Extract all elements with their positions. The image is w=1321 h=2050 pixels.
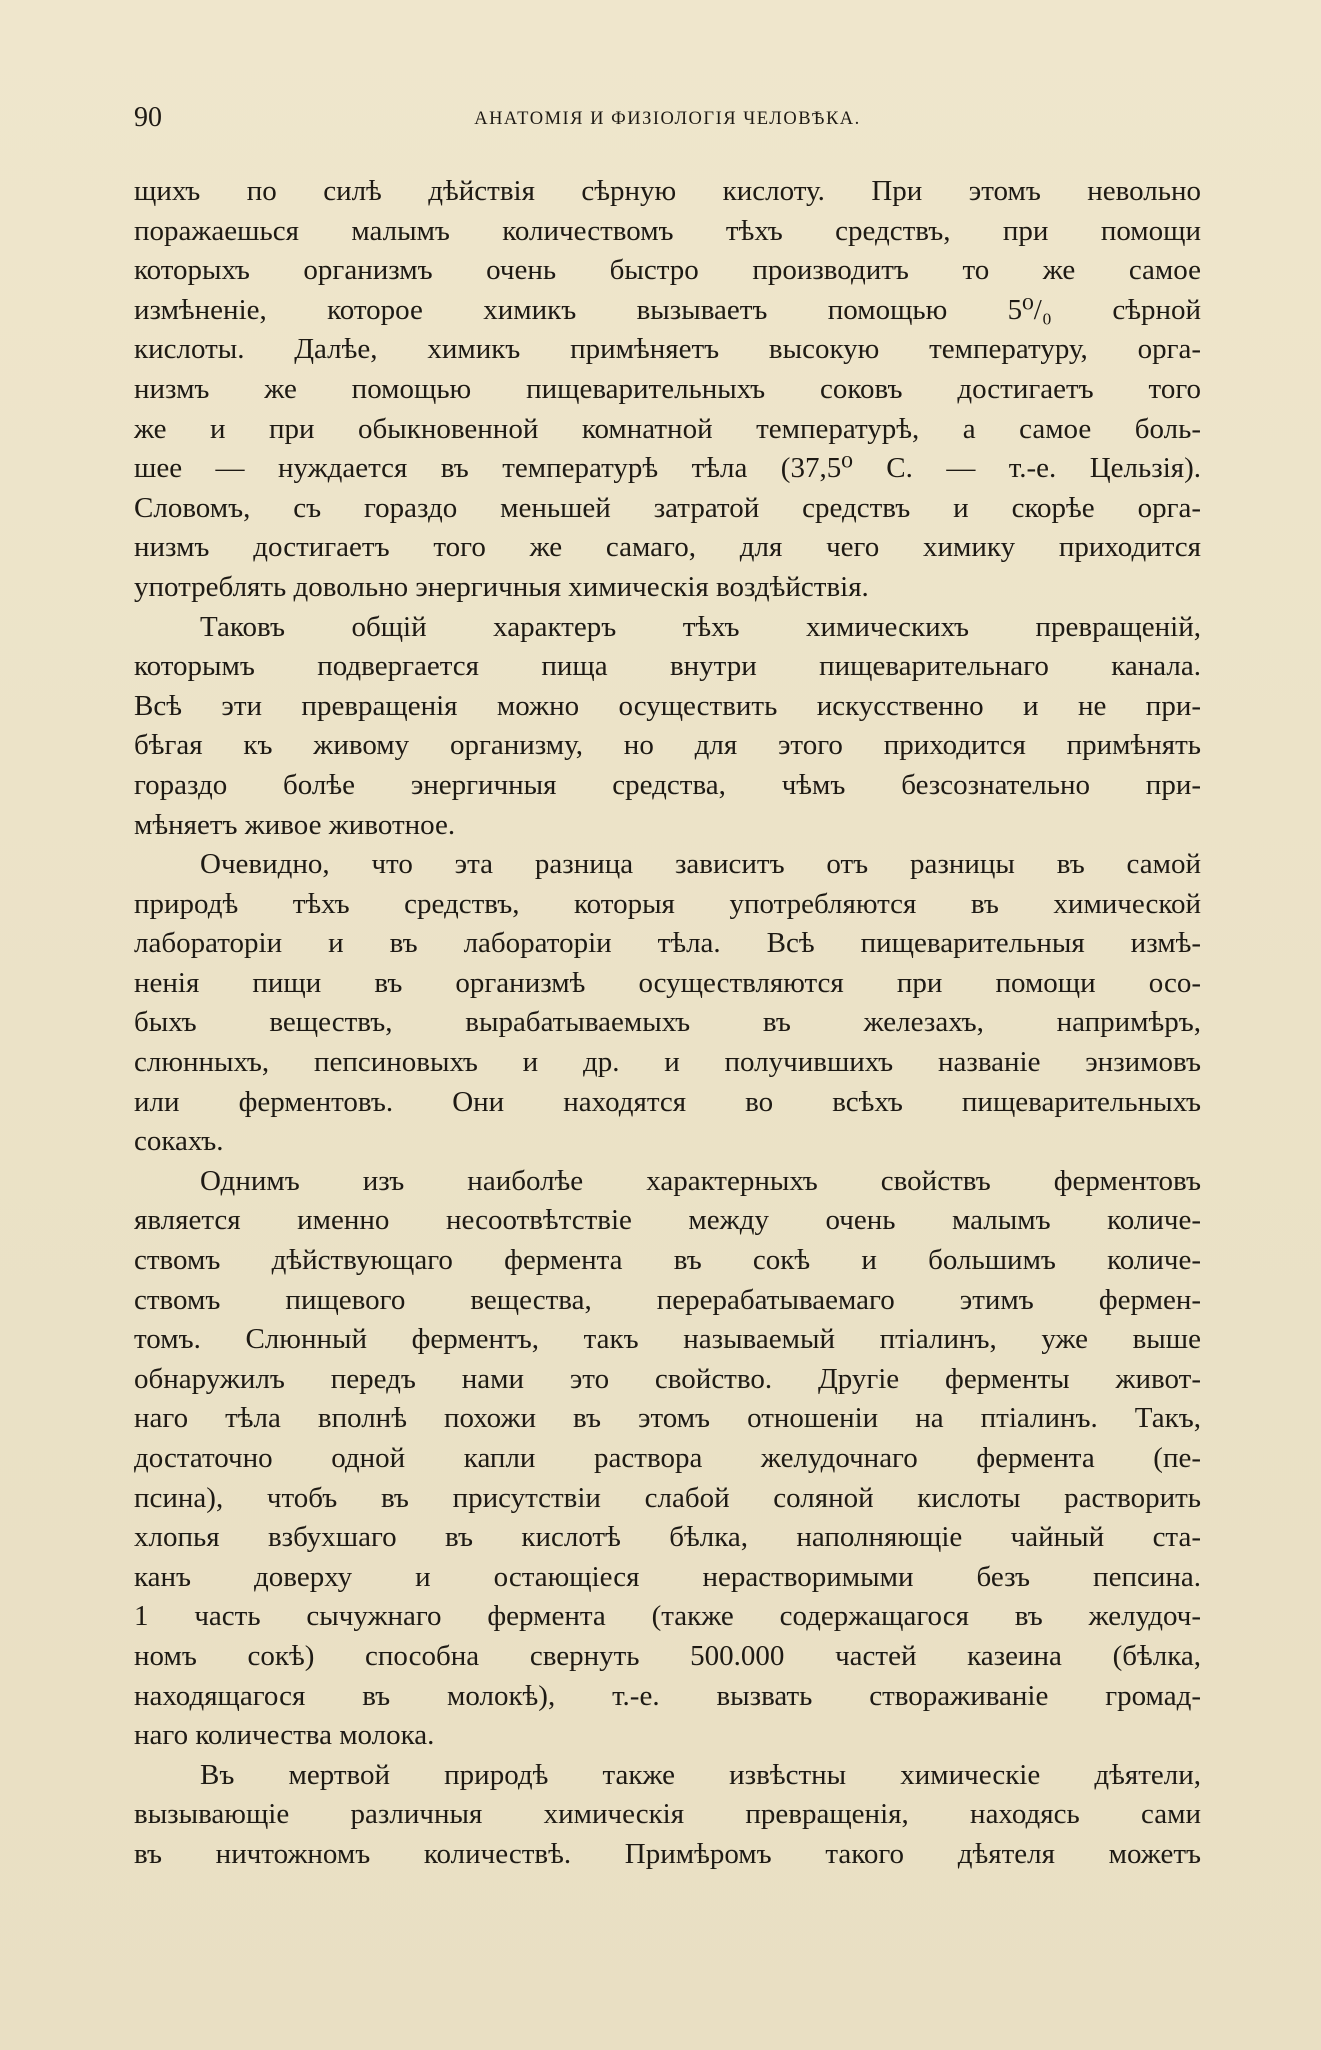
text-line: которыхъ организмъ очень быстро производитъ то же самое (134, 254, 1201, 287)
text-line: находящагося въ молокѣ), т.-е. вызвать створаживаніе громад- (134, 1679, 1201, 1712)
text-line: или ферментовъ. Они находятся во всѣхъ пищеварительныхъ (134, 1085, 1201, 1118)
text-line: лабораторіи и въ лабораторіи тѣла. Всѣ пищеварительныя измѣ- (134, 927, 1201, 960)
page-header (134, 100, 1201, 136)
text-line: слюнныхъ, пепсиновыхъ и др. и получившихъ названіе энзимовъ (134, 1046, 1201, 1079)
paragraph-5 (134, 1756, 1201, 1875)
text-line: низмъ достигаетъ того же самаго, для чего химику приходится (134, 531, 1201, 564)
text-line: номъ сокѣ) способна свернуть 500.000 частей казеина (бѣлка, (134, 1639, 1201, 1672)
text-line: шее — нуждается въ температурѣ тѣла (37,5⁰ С. — т.-е. Цельзія). (134, 452, 1201, 485)
body-text (134, 172, 1201, 1875)
text-line: щихъ по силѣ дѣйствія сѣрную кислоту. При этомъ невольно (134, 175, 1201, 207)
text-line: Однимъ изъ наиболѣе характерныхъ свойствъ ферментовъ (200, 1164, 1201, 1197)
text-line: низмъ же помощью пищеварительныхъ соковъ достигаетъ того (134, 372, 1201, 405)
text-line: является именно несоотвѣтствіе между очень малымъ количе- (134, 1204, 1201, 1237)
page-number: 90 (134, 102, 162, 133)
text-line: Очевидно, что эта разница зависитъ отъ разницы въ самой (200, 848, 1201, 881)
text-line: которымъ подвергается пища внутри пищеварительнаго канала. (134, 650, 1201, 683)
text-line: ствомъ пищевого вещества, перерабатываемаго этимъ фермен- (134, 1283, 1201, 1316)
paragraph-1 (134, 172, 1201, 608)
text-line: въ ничтожномъ количествѣ. Примѣромъ такого дѣятеля можетъ (134, 1837, 1201, 1870)
text-line: ствомъ дѣйствующаго фермента въ сокѣ и большимъ количе- (134, 1244, 1201, 1277)
paragraph-3 (134, 845, 1201, 1162)
paragraph-2 (134, 608, 1201, 846)
text-line: Таковъ общій характеръ тѣхъ химическихъ превращеній, (200, 610, 1201, 643)
text-line: гораздо болѣе энергичныя средства, чѣмъ безсознательно при- (134, 768, 1201, 801)
text-line: наго количества молока. (134, 1719, 435, 1752)
text-line: бѣгая къ живому организму, но для этого приходится примѣнять (134, 729, 1201, 762)
text-line: употреблять довольно энергичныя химическія воздѣйствія. (134, 570, 869, 603)
text-line: Всѣ эти превращенія можно осуществить искусственно и не при- (134, 689, 1201, 722)
text-line: же и при обыкновенной комнатной температурѣ, а самое боль- (134, 412, 1201, 445)
running-head: АНАТОМІЯ И ФИЗІОЛОГІЯ ЧЕЛОВѢКА. (474, 109, 861, 129)
text-line: быхъ веществъ, вырабатываемыхъ въ железахъ, напримѣръ, (134, 1006, 1201, 1039)
paragraph-4 (134, 1162, 1201, 1756)
text-line: мѣняетъ живое животное. (134, 808, 456, 841)
text-line: 1 часть сычужнаго фермента (также содержащагося въ желудоч- (134, 1600, 1201, 1633)
text-line: измѣненіе, которое химикъ вызываетъ помощью 5⁰/₀ сѣрной (134, 293, 1201, 326)
text-line: псина), чтобъ въ присутствіи слабой соляной кислоты растворить (134, 1481, 1201, 1514)
text-line: сокахъ. (134, 1125, 224, 1158)
text-line: наго тѣла вполнѣ похожи въ этомъ отношеніи на птіалинъ. Такъ, (134, 1402, 1201, 1435)
text-line: Въ мертвой природѣ также извѣстны химическіе дѣятели, (200, 1758, 1201, 1791)
text-line: томъ. Слюнный ферментъ, такъ называемый птіалинъ, уже выше (134, 1323, 1201, 1356)
text-line: поражаешься малымъ количествомъ тѣхъ средствъ, при помощи (134, 214, 1201, 247)
text-line: природѣ тѣхъ средствъ, которыя употребляются въ химической (134, 887, 1201, 920)
text-line: вызывающіе различныя химическія превращенія, находясь сами (134, 1798, 1201, 1831)
text-line: канъ доверху и остающіеся нерастворимыми безъ пепсина. (134, 1560, 1201, 1593)
text-line: кислоты. Далѣе, химикъ примѣняетъ высокую температуру, орга- (134, 333, 1201, 366)
text-line: достаточно одной капли раствора желудочнаго фермента (пе- (134, 1442, 1201, 1474)
text-line: Словомъ, съ гораздо меньшей затратой средствъ и скорѣе орга- (134, 491, 1201, 524)
text-line: хлопья взбухшаго въ кислотѣ бѣлка, наполняющіе чайный ста- (134, 1521, 1201, 1554)
text-line: обнаружилъ передъ нами это свойство. Другіе ферменты живот- (134, 1362, 1201, 1395)
text-line: ненія пищи въ организмѣ осуществляются при помощи осо- (134, 966, 1201, 999)
